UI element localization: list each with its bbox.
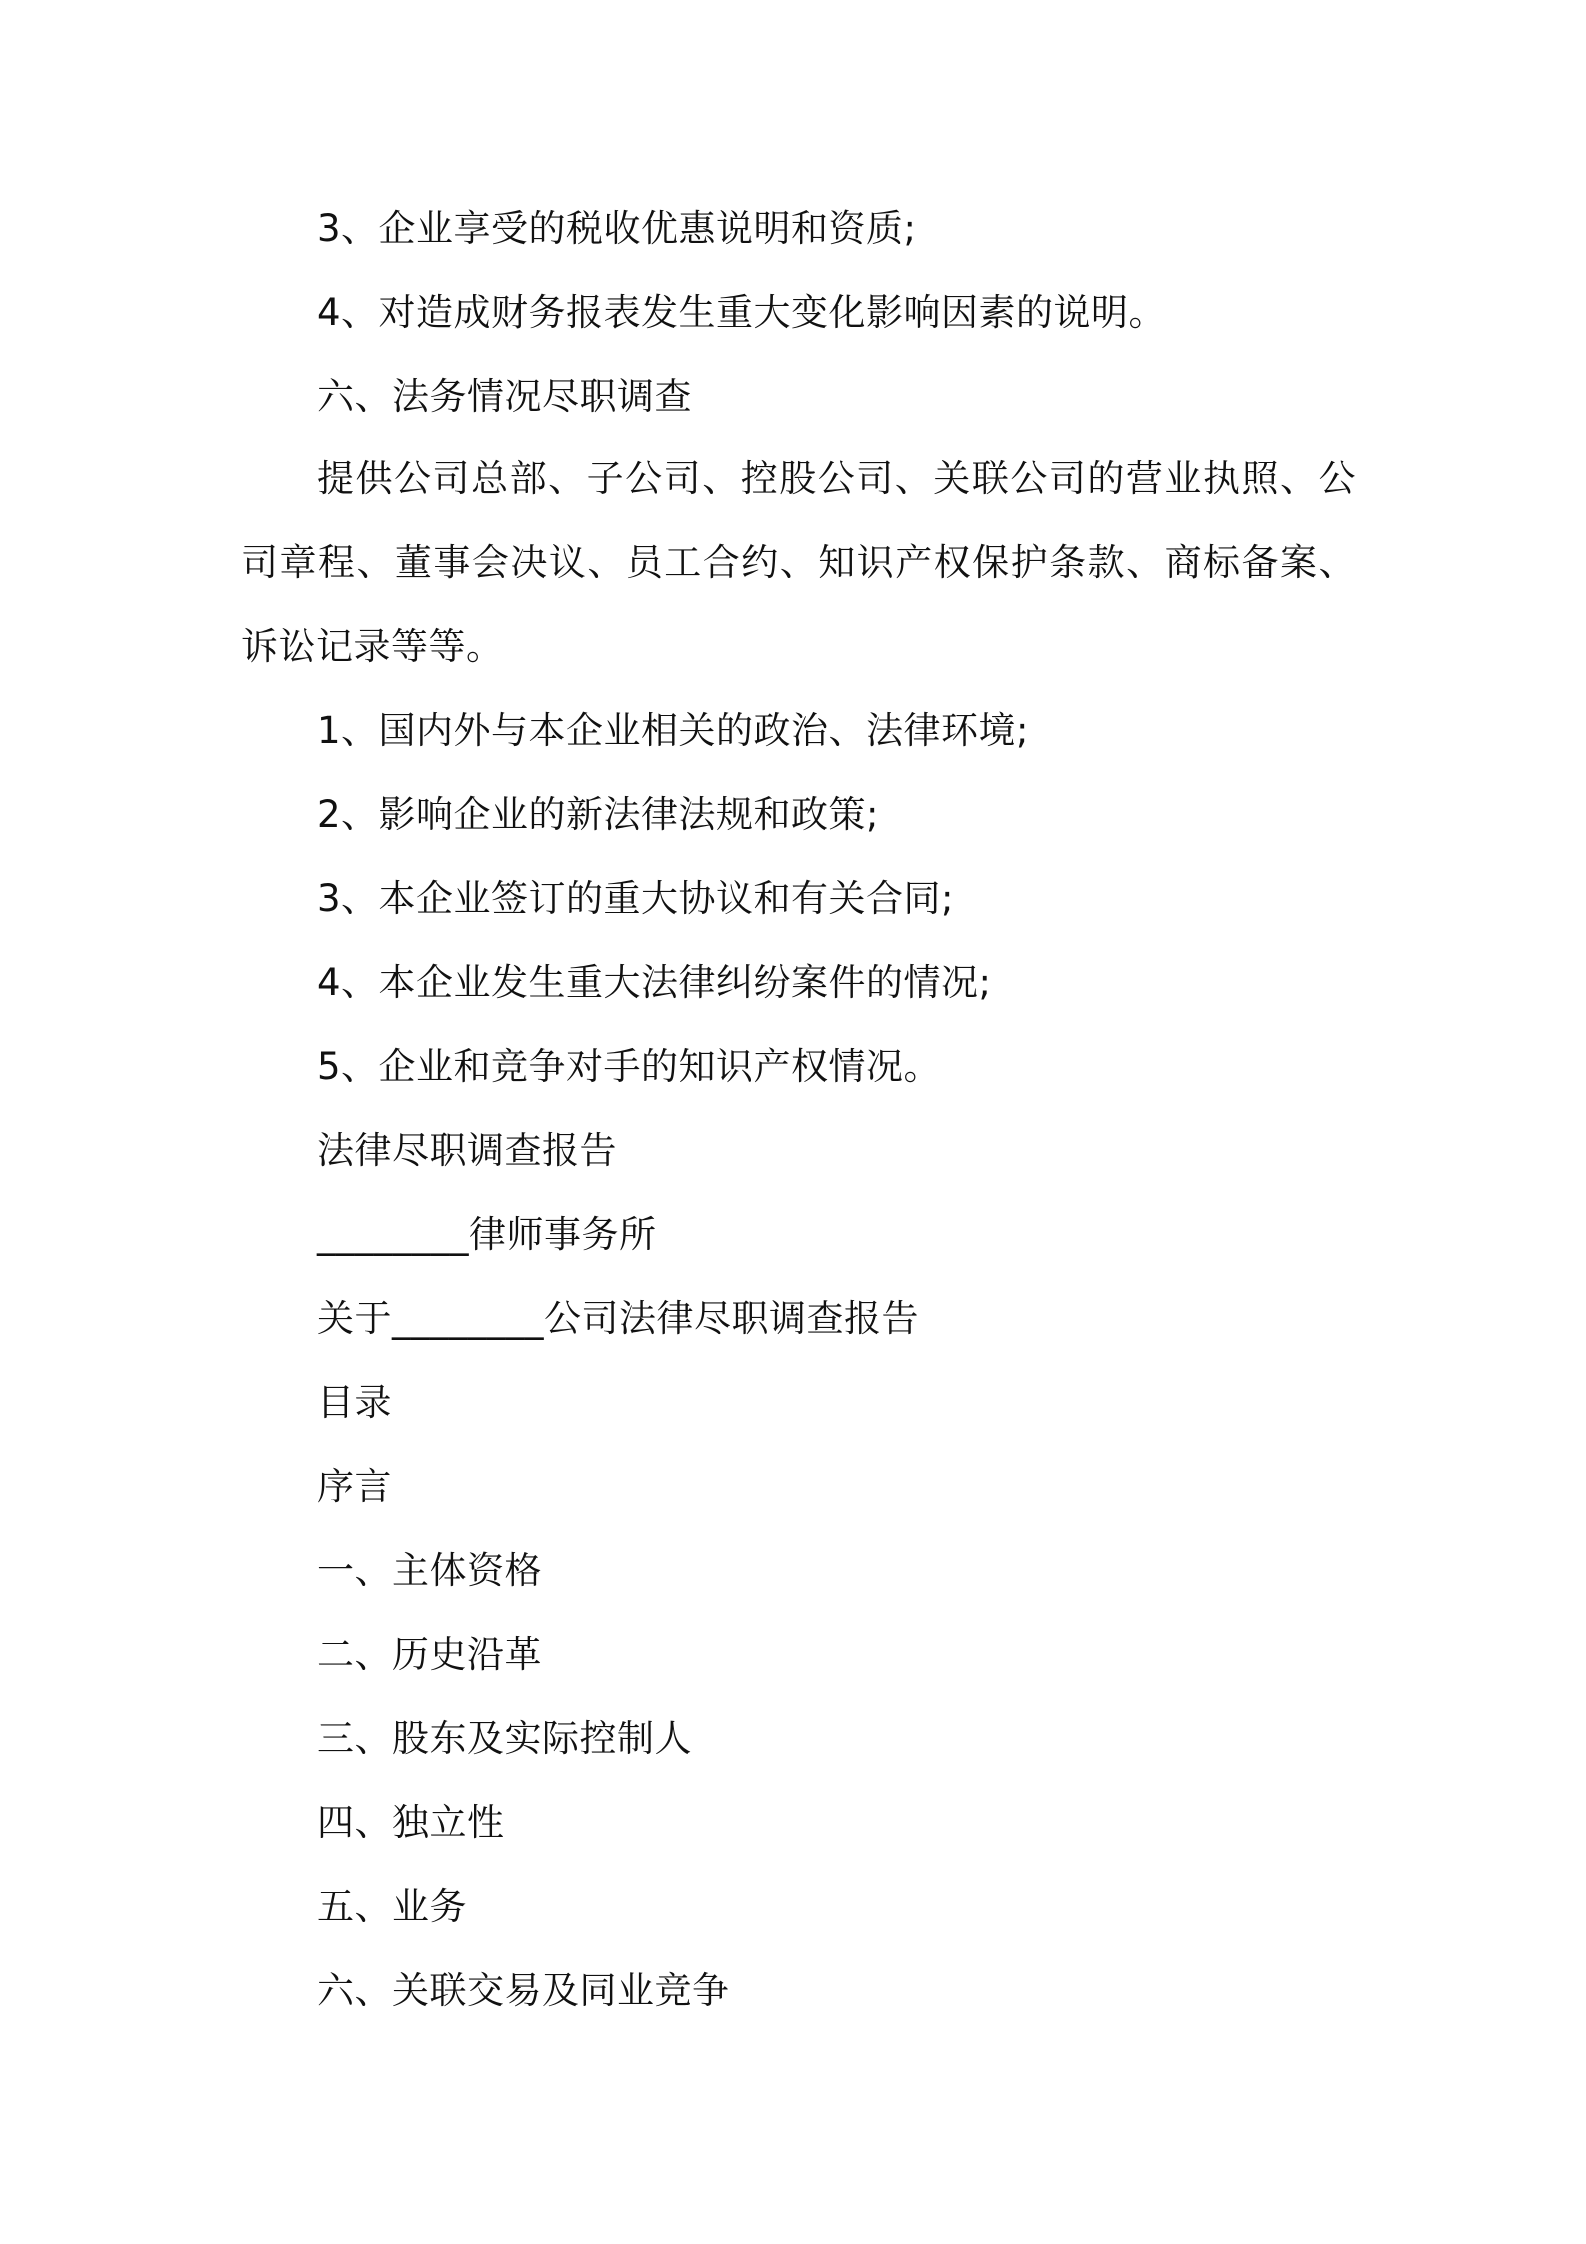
legal-due-diligence-heading: 六、法务情况尽职调查 xyxy=(317,375,692,418)
financial-change-item: 4、对造成财务报表发生重大变化影响因素的说明。 xyxy=(317,291,1167,334)
legal-item-4: 4、本企业发生重大法律纠纷案件的情况; xyxy=(317,961,992,1004)
toc-item-2: 二、历史沿革 xyxy=(317,1633,542,1676)
report-title: 法律尽职调查报告 xyxy=(317,1129,617,1172)
legal-documents-paragraph: 提供公司总部、子公司、控股公司、关联公司的营业执照、公司章程、董事会决议、员工合约、知识产权保护条款、商标备案、诉讼记录等等。 xyxy=(241,457,1356,668)
tax-preference-item: 3、企业享受的税收优惠说明和资质; xyxy=(317,207,917,250)
toc-item-3: 三、股东及实际控制人 xyxy=(317,1717,692,1760)
report-subject-line: 关于________公司法律尽职调查报告 xyxy=(317,1297,919,1340)
toc-item-4: 四、独立性 xyxy=(317,1801,505,1844)
toc-item-6: 六、关联交易及同业竞争 xyxy=(317,1969,730,2012)
toc-item-1: 一、主体资格 xyxy=(317,1549,542,1592)
legal-item-1: 1、国内外与本企业相关的政治、法律环境; xyxy=(317,709,1030,752)
toc-preface: 序言 xyxy=(317,1465,392,1508)
law-firm-line: ________律师事务所 xyxy=(317,1213,657,1256)
legal-item-5: 5、企业和竞争对手的知识产权情况。 xyxy=(317,1045,942,1088)
toc-heading: 目录 xyxy=(317,1381,392,1424)
legal-item-3: 3、本企业签订的重大协议和有关合同; xyxy=(317,877,955,920)
legal-item-2: 2、影响企业的新法律法规和政策; xyxy=(317,793,880,836)
toc-item-5: 五、业务 xyxy=(317,1885,467,1928)
